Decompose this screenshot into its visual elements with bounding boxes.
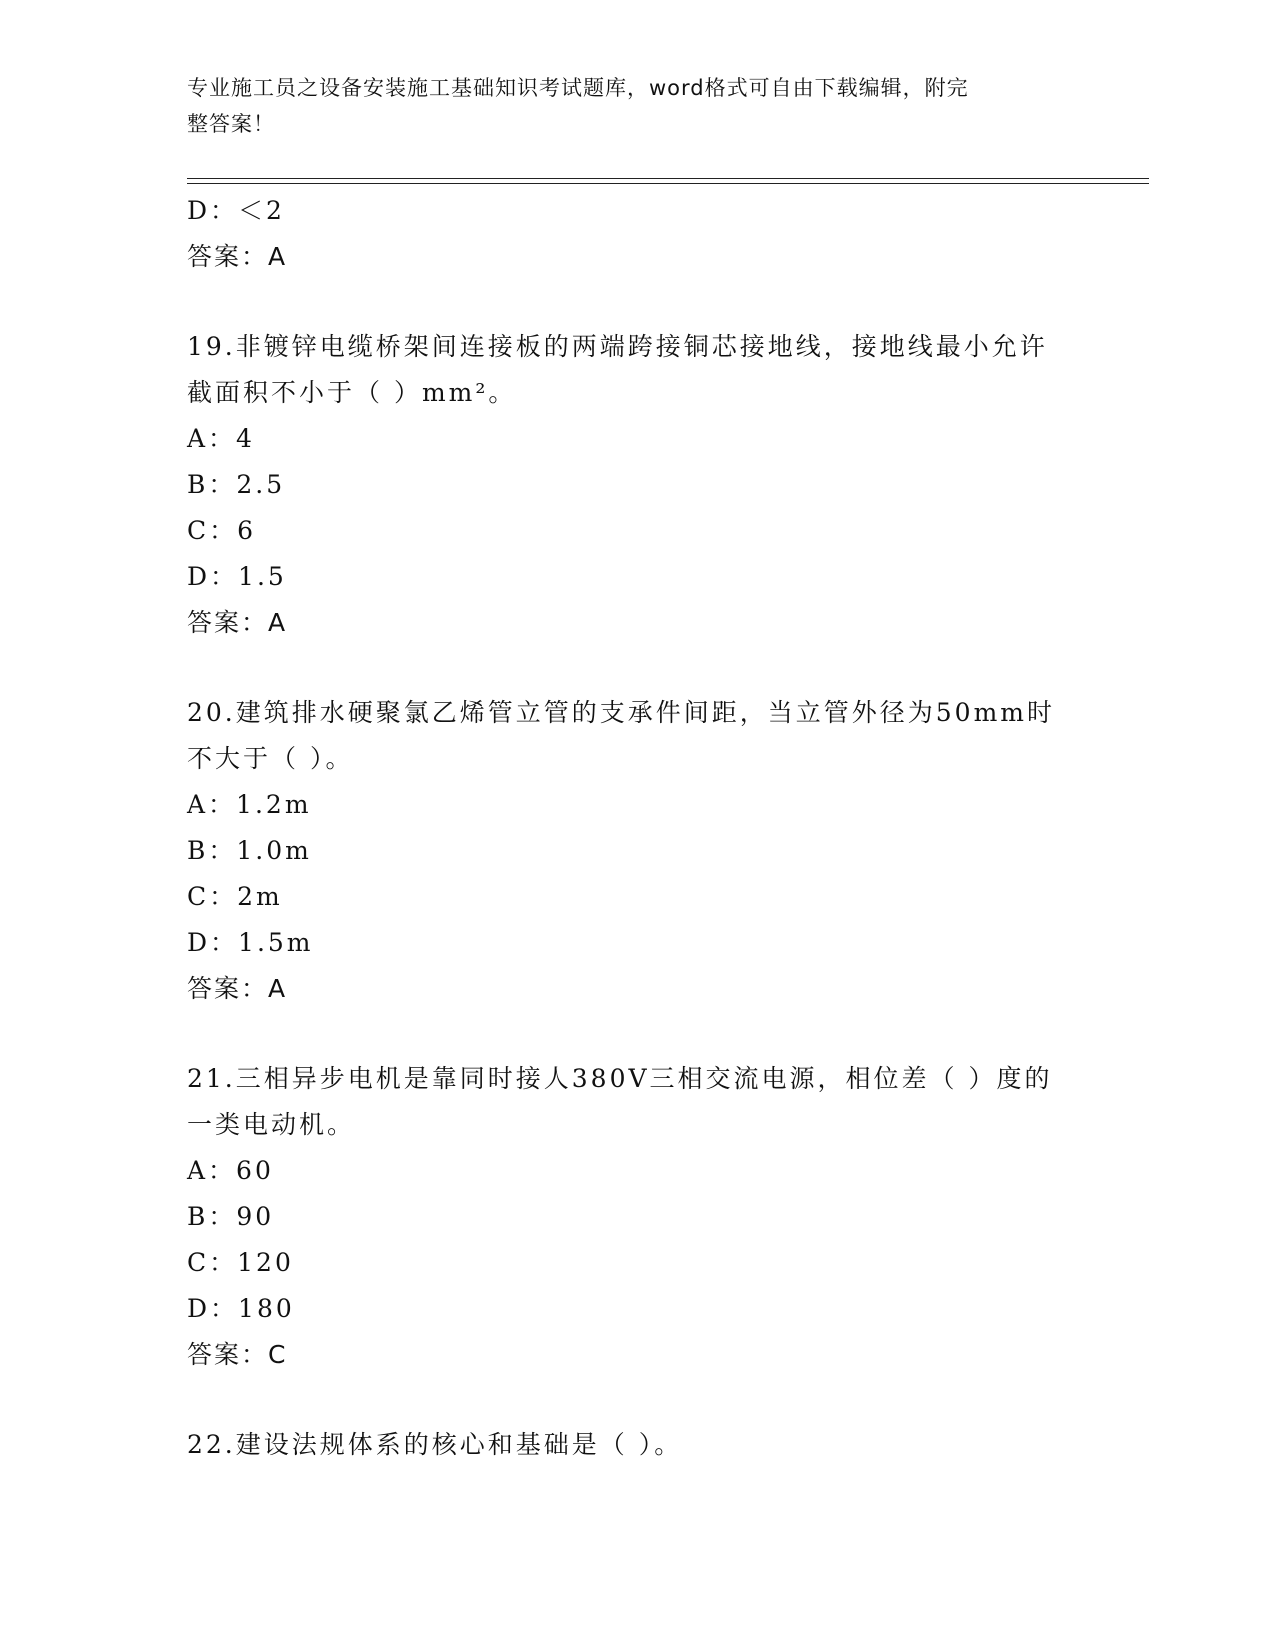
question-stem-line: 21.三相异步电机是靠同时接人380V三相交流电源，相位差（ ）度的: [187, 1064, 1053, 1093]
question-stem-line: 截面积不小于（ ）mm²。: [187, 378, 517, 407]
question-21: [187, 1056, 1087, 1378]
answer: 答案：C: [187, 1340, 288, 1369]
question-stem-line: 22.建设法规体系的核心和基础是（ ）。: [187, 1430, 683, 1459]
header-rule-top: [187, 178, 1149, 179]
option-d: D：180: [187, 1294, 295, 1323]
question-stem-line: 19.非镀锌电缆桥架间连接板的两端跨接铜芯接地线，接地线最小允许: [187, 332, 1048, 361]
option-b: B：2.5: [187, 470, 286, 499]
answer: 答案：A: [187, 608, 288, 637]
option-b: B：90: [187, 1202, 275, 1231]
option-b: B：1.0m: [187, 836, 312, 865]
question-22: [187, 1422, 1087, 1468]
document-header: [187, 70, 1067, 142]
question-list: [187, 188, 1087, 1468]
option-c: C：120: [187, 1248, 294, 1277]
question-stem-line: 一类电动机。: [187, 1110, 356, 1139]
header-rule-bottom: [187, 183, 1149, 184]
prev-answer: 答案：A: [187, 242, 288, 271]
question-20: [187, 690, 1087, 1012]
question-19: [187, 324, 1087, 646]
option-d: D：1.5: [187, 562, 287, 591]
option-c: C：6: [187, 516, 257, 545]
option-a: A：4: [187, 424, 255, 453]
header-line-1: 专业施工员之设备安装施工基础知识考试题库，word格式可自由下载编辑，附完: [187, 76, 969, 100]
prev-option-d: D：＜2: [187, 196, 285, 225]
option-a: A：60: [187, 1156, 274, 1185]
question-stem-line: 不大于（ ）。: [187, 744, 354, 773]
option-d: D：1.5m: [187, 928, 314, 957]
question-stem-line: 20.建筑排水硬聚氯乙烯管立管的支承件间距，当立管外径为50mm时: [187, 698, 1055, 727]
answer: 答案：A: [187, 974, 288, 1003]
header-line-2: 整答案！: [187, 112, 275, 136]
option-c: C：2m: [187, 882, 283, 911]
option-a: A：1.2m: [187, 790, 312, 819]
